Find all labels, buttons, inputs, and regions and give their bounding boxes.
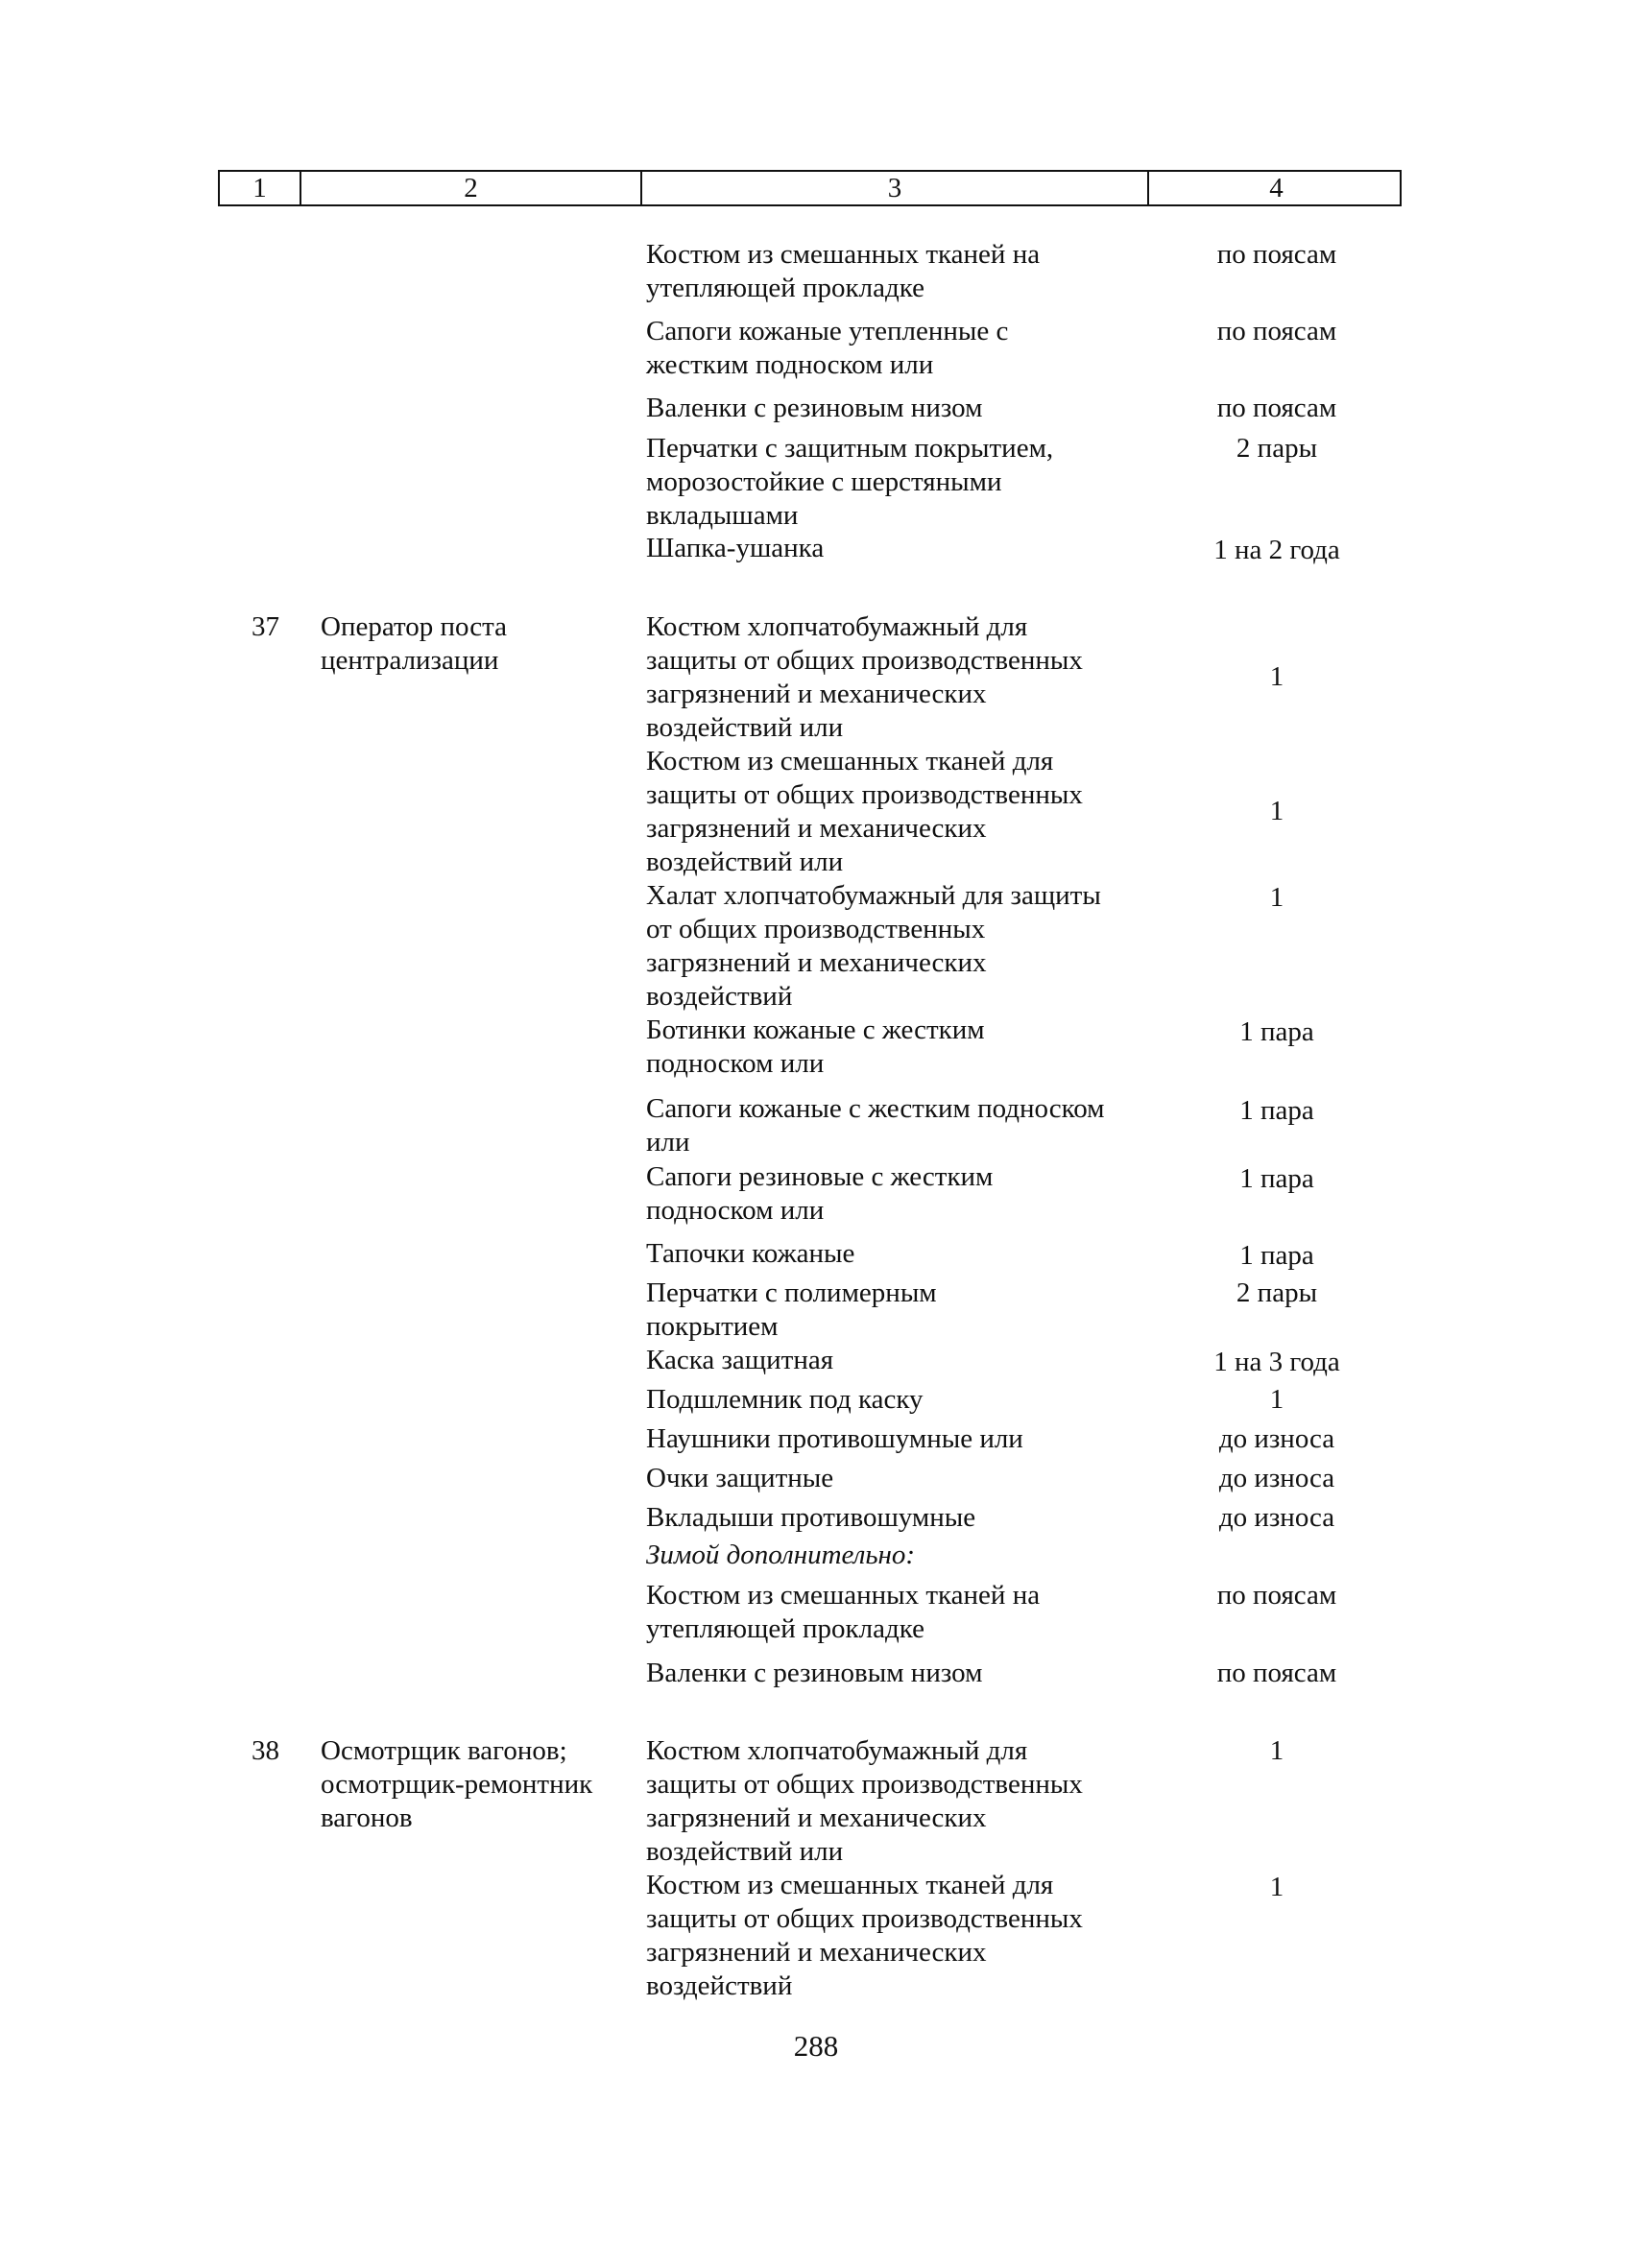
item-line: загрязнений и механических — [646, 1802, 987, 1833]
page-number: 288 — [793, 2029, 839, 2063]
item-qty: 1 пара — [1239, 1095, 1314, 1126]
item-line: Халат хлопчатобумажный для защиты — [646, 880, 1101, 911]
item-qty: 1 — [1269, 882, 1284, 913]
item-qty: до износа — [1218, 1463, 1335, 1493]
item-line: Ботинки кожаные с жестким — [646, 1015, 985, 1045]
item-line: воздействий — [646, 981, 793, 1012]
item-line: загрязнений и механических — [646, 679, 987, 709]
item-line: воздействий или — [646, 1836, 844, 1867]
item-line: Костюм из смешанных тканей для — [646, 746, 1054, 776]
item-line: Валенки с резиновым низом — [646, 1658, 983, 1688]
item-line: Костюм из смешанных тканей для — [646, 1870, 1054, 1900]
profession-line: централизации — [321, 645, 499, 676]
item-line: вкладышами — [646, 500, 799, 531]
item-qty: 1 — [1269, 796, 1284, 826]
item-line: Каска защитная — [646, 1345, 834, 1375]
item-line: загрязнений и механических — [646, 1937, 987, 1968]
profession-line: осмотрщик-ремонтник — [321, 1769, 593, 1800]
item-line: Сапоги резиновые с жестким — [646, 1161, 994, 1192]
profession-line: Оператор поста — [321, 611, 508, 642]
item-line: загрязнений и механических — [646, 947, 987, 978]
profession-line: Осмотрщик вагонов; — [321, 1735, 567, 1766]
item-qty: до износа — [1218, 1502, 1335, 1533]
item-line: подноском или — [646, 1048, 825, 1079]
item-qty: 1 — [1269, 1384, 1284, 1415]
header-col-3: 3 — [640, 172, 1147, 204]
item-line: жестким подноском или — [646, 349, 934, 380]
winter-additional-label: Зимой дополнительно: — [646, 1540, 916, 1570]
item-line: подноском или — [646, 1195, 825, 1226]
item-qty: 1 — [1269, 1735, 1284, 1766]
item-line: морозостойкие с шерстяными — [646, 466, 1002, 497]
item-line: Шапка-ушанка — [646, 533, 825, 563]
item-qty: 2 пары — [1236, 433, 1318, 464]
item-line: воздействий или — [646, 712, 844, 743]
item-qty: 1 пара — [1239, 1163, 1314, 1194]
profession-line: вагонов — [321, 1802, 413, 1833]
item-qty: по поясам — [1216, 239, 1337, 270]
header-col-4: 4 — [1147, 172, 1404, 204]
item-qty: 1 пара — [1239, 1240, 1314, 1271]
item-line: воздействий — [646, 1970, 793, 2001]
header-col-2: 2 — [300, 172, 640, 204]
item-line: защиты от общих производственных — [646, 779, 1083, 810]
item-line: Костюм хлопчатобумажный для — [646, 611, 1028, 642]
header-col-1: 1 — [252, 173, 267, 203]
item-qty: по поясам — [1216, 1658, 1337, 1688]
item-line: Тапочки кожаные — [646, 1238, 855, 1269]
item-line: Подшлемник под каску — [646, 1384, 924, 1415]
item-line: или — [646, 1127, 690, 1158]
item-line: Перчатки с полимерным — [646, 1277, 937, 1308]
item-line: от общих производственных — [646, 914, 986, 944]
item-line: защиты от общих производственных — [646, 1769, 1083, 1800]
item-line: Сапоги кожаные с жестким подноском — [646, 1093, 1105, 1124]
item-line: защиты от общих производственных — [646, 645, 1083, 676]
row-number: 37 — [252, 611, 279, 642]
item-line: защиты от общих производственных — [646, 1903, 1083, 1934]
item-line: Наушники противошумные или — [646, 1423, 1023, 1454]
item-qty: по поясам — [1216, 316, 1337, 346]
item-qty: по поясам — [1216, 393, 1337, 423]
row-number: 38 — [252, 1735, 279, 1766]
item-line: воздействий или — [646, 847, 844, 877]
item-qty: 1 на 3 года — [1213, 1347, 1340, 1377]
item-qty: 1 пара — [1239, 1016, 1314, 1047]
item-qty: 1 на 2 года — [1213, 535, 1340, 565]
item-line: Перчатки с защитным покрытием, — [646, 433, 1054, 464]
item-qty: до износа — [1218, 1423, 1335, 1454]
item-qty: 1 — [1269, 1872, 1284, 1902]
item-line: загрязнений и механических — [646, 813, 987, 844]
item-line: Очки защитные — [646, 1463, 834, 1493]
item-line: Валенки с резиновым низом — [646, 393, 983, 423]
item-line: утепляющей прокладке — [646, 1613, 924, 1644]
item-line: Костюм из смешанных тканей на — [646, 1580, 1041, 1611]
item-qty: 1 — [1269, 661, 1284, 692]
item-line: Костюм хлопчатобумажный для — [646, 1735, 1028, 1766]
item-qty: 2 пары — [1236, 1277, 1318, 1308]
item-line: Сапоги кожаные утепленные с — [646, 316, 1009, 346]
item-qty: по поясам — [1216, 1580, 1337, 1611]
item-line: покрытием — [646, 1311, 779, 1342]
item-line: утепляющей прокладке — [646, 273, 924, 303]
item-line: Вкладыши противошумные — [646, 1502, 976, 1533]
item-line: Костюм из смешанных тканей на — [646, 239, 1041, 270]
